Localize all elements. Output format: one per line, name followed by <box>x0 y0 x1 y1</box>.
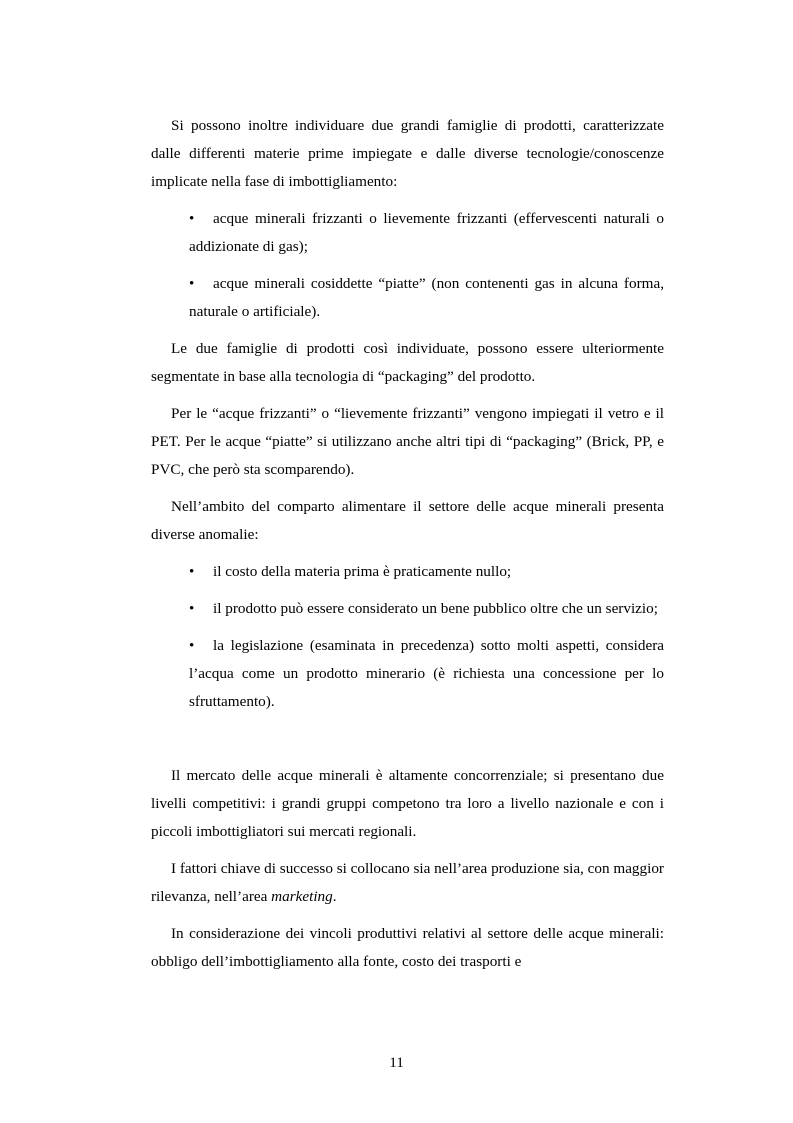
list-item: • il costo della materia prima è praticamente nullo; <box>189 558 664 586</box>
paragraph-materials: Per le “acque frizzanti” o “lievemente frizzanti” vengono impiegati il vetro e il PET. Per le acque “piatte” si utilizzano anche altri tipi di “packaging” (Brick, PP, e PVC, che però sta scomparendo). <box>151 405 664 478</box>
list-item: • la legislazione (esaminata in precedenza) sotto molti aspetti, considera l’acqua come un prodotto minerario (è richiesta una concessione per lo sfruttamento). <box>189 632 664 716</box>
bullet-icon: • <box>189 210 195 227</box>
bullet-icon: • <box>189 275 195 292</box>
list-item: • il prodotto può essere considerato un bene pubblico oltre che un servizio; <box>189 595 664 623</box>
paragraph-constraints: In considerazione dei vincoli produttivi relativi al settore delle acque minerali: obbligo dell’imbottigliamento alla fonte, costo dei trasporti e <box>151 925 664 970</box>
section-spacer <box>151 725 664 762</box>
product-families-list <box>151 205 664 326</box>
paragraph-anomalies: Nell’ambito del comparto alimentare il settore delle acque minerali presenta diverse anomalie: <box>151 498 664 543</box>
list-item: • acque minerali cosiddette “piatte” (non contenenti gas in alcuna forma, naturale o artificiale). <box>189 270 664 326</box>
page-number: 11 <box>389 1054 404 1071</box>
paragraph-market: Il mercato delle acque minerali è altamente concorrenziale; si presentano due livelli competitivi: i grandi gruppi competono tra loro a livello nazionale e con i piccoli imbottigliatori sui mercati regionali. <box>151 767 664 840</box>
body-text <box>151 112 664 985</box>
bullet-icon: • <box>189 600 195 617</box>
paragraph-product-families: Si possono inoltre individuare due grandi famiglie di prodotti, caratterizzate dalle differenti materie prime impiegate e dalle diverse tecnologie/conoscenze implicate nella fase di imbottigliamento: <box>151 117 664 190</box>
bullet-icon: • <box>189 637 195 654</box>
bullet-icon: • <box>189 563 195 580</box>
emphasis-marketing: marketing <box>271 888 333 905</box>
paragraph-success-factors: I fattori chiave di successo si collocano sia nell’area produzione sia, con maggior rilevanza, nell’area marketing. <box>151 860 664 905</box>
list-item: • acque minerali frizzanti o lievemente frizzanti (effervescenti naturali o addizionate di gas); <box>189 205 664 261</box>
paragraph-packaging: Le due famiglie di prodotti così individuate, possono essere ulteriormente segmentate in base alla tecnologia di “packaging” del prodotto. <box>151 340 664 385</box>
anomalies-list <box>151 558 664 716</box>
